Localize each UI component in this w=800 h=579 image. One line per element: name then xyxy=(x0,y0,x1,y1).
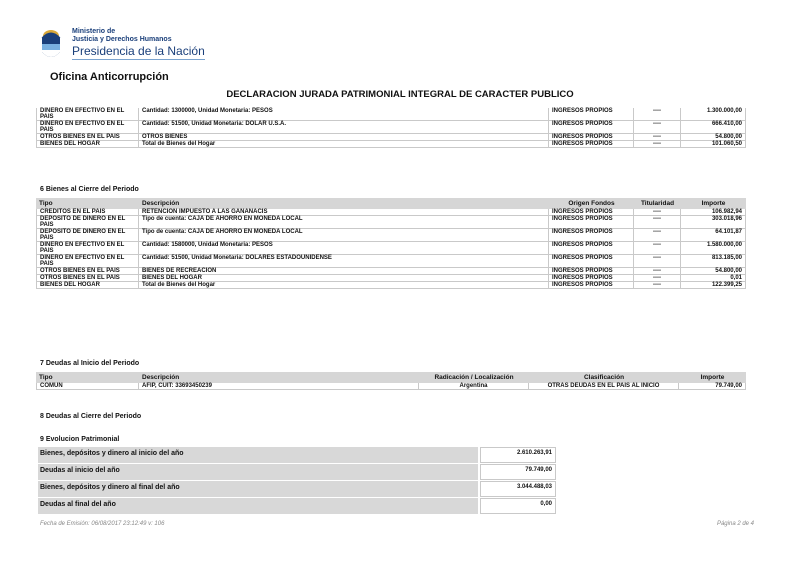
cell-tipo: DINERO EN EFECTIVO EN EL PAIS xyxy=(36,121,139,134)
cell-descripcion: BIENES DEL HOGAR xyxy=(139,275,549,282)
col-descripcion: Descripción xyxy=(139,198,549,209)
section9-heading: 9 Evolucion Patrimonial xyxy=(40,436,120,443)
cell-descripcion: BIENES DE RECREACION xyxy=(139,268,549,275)
cell-tipo: DINERO EN EFECTIVO EN EL PAIS xyxy=(36,255,139,268)
col-radicacion: Radicación / Localización xyxy=(419,372,529,383)
cell-origen: INGRESOS PROPIOS xyxy=(549,108,634,121)
table-row xyxy=(36,229,746,242)
cell-titularidad: ---- xyxy=(634,255,681,268)
cell-descripcion: Tipo de cuenta: CAJA DE AHORRO EN MONEDA LOCAL xyxy=(139,216,549,229)
evolution-label: Deudas al inicio del año xyxy=(38,464,478,480)
cell-tipo: DINERO EN EFECTIVO EN EL PAIS xyxy=(36,242,139,255)
cell-tipo: DINERO EN EFECTIVO EN EL PAIS xyxy=(36,108,139,121)
cell-descripcion: Cantidad: 51500, Unidad Monetaria: DOLARES ESTADOUNIDENSE xyxy=(139,255,549,268)
cell-origen: INGRESOS PROPIOS xyxy=(549,134,634,141)
cell-origen: INGRESOS PROPIOS xyxy=(549,209,634,216)
cell-titularidad: ---- xyxy=(634,282,681,289)
evolution-label: Bienes, depósitos y dinero al inicio del año xyxy=(38,447,478,463)
cell-importe: 54.800,00 xyxy=(681,134,746,141)
col-titularidad: Titularidad xyxy=(634,198,681,209)
cell-titularidad: ---- xyxy=(634,275,681,282)
table-row xyxy=(36,141,746,148)
table-row xyxy=(36,268,746,275)
table-row xyxy=(36,209,746,216)
cell-titularidad: ---- xyxy=(634,141,681,148)
cell-importe: 64.101,87 xyxy=(681,229,746,242)
col-descripcion: Descripción xyxy=(139,372,419,383)
cell-tipo: OTROS BIENES EN EL PAIS xyxy=(36,134,139,141)
cell-origen: INGRESOS PROPIOS xyxy=(549,275,634,282)
cell-tipo: COMUN xyxy=(36,383,139,390)
cell-descripcion: Total de Bienes del Hogar xyxy=(139,141,549,148)
section6-table xyxy=(36,198,746,289)
section6-heading: 6 Bienes al Cierre del Periodo xyxy=(40,186,139,193)
ministry-line1: Ministerio de xyxy=(72,28,116,35)
patrimonial-evolution xyxy=(38,447,556,515)
cell-titularidad: ---- xyxy=(634,242,681,255)
office-title: Oficina Anticorrupción xyxy=(50,71,169,83)
emission-footer: Fecha de Emisión: 06/08/2017 23:12:49 v: 106 xyxy=(40,521,165,527)
cell-titularidad: ---- xyxy=(634,216,681,229)
cell-titularidad: ---- xyxy=(634,108,681,121)
section8-heading: 8 Deudas al Cierre del Periodo xyxy=(40,413,142,420)
col-importe: Importe xyxy=(679,372,746,383)
table-row xyxy=(36,242,746,255)
cell-importe: 101.060,50 xyxy=(681,141,746,148)
cell-descripcion: OTROS BIENES xyxy=(139,134,549,141)
section7-heading: 7 Deudas al Inicio del Periodo xyxy=(40,360,140,367)
cell-tipo: OTROS BIENES EN EL PAIS xyxy=(36,275,139,282)
cell-descripcion: AFIP, CUIT: 33693450239 xyxy=(139,383,419,390)
cell-importe: 1.580.000,00 xyxy=(681,242,746,255)
table-row xyxy=(36,255,746,268)
cell-tipo: DEPOSITO DE DINERO EN EL PAIS xyxy=(36,229,139,242)
cell-radicacion: Argentina xyxy=(419,383,529,390)
table-row xyxy=(36,121,746,134)
col-importe: Importe xyxy=(681,198,746,209)
col-tipo: Tipo xyxy=(36,372,139,383)
cell-importe: 1.300.000,00 xyxy=(681,108,746,121)
cell-titularidad: ---- xyxy=(634,134,681,141)
col-origen: Origen Fondos xyxy=(549,198,634,209)
document-title: DECLARACION JURADA PATRIMONIAL INTEGRAL DE CARACTER PUBLICO xyxy=(226,89,574,100)
cell-tipo: BIENES DEL HOGAR xyxy=(36,141,139,148)
cell-origen: INGRESOS PROPIOS xyxy=(549,229,634,242)
cell-origen: INGRESOS PROPIOS xyxy=(549,242,634,255)
ministry-line2: Justicia y Derechos Humanos xyxy=(72,36,172,43)
cell-importe: 79.749,00 xyxy=(679,383,746,390)
cell-titularidad: ---- xyxy=(634,229,681,242)
evolution-row xyxy=(38,481,556,497)
section7-table xyxy=(36,372,746,390)
ministry-brand xyxy=(72,28,205,60)
page-number: Página 2 de 4 xyxy=(716,521,754,527)
evolution-value: 2.610.263,91 xyxy=(480,447,556,463)
cell-descripcion: Total de Bienes del Hogar xyxy=(139,282,549,289)
top-assets-table xyxy=(36,108,746,148)
cell-origen: INGRESOS PROPIOS xyxy=(549,282,634,289)
cell-titularidad: ---- xyxy=(634,209,681,216)
cell-tipo: CREDITOS EN EL PAIS xyxy=(36,209,139,216)
cell-importe: 813.185,00 xyxy=(681,255,746,268)
cell-descripcion: Tipo de cuenta: CAJA DE AHORRO EN MONEDA LOCAL xyxy=(139,229,549,242)
cell-tipo: OTROS BIENES EN EL PAIS xyxy=(36,268,139,275)
cell-origen: INGRESOS PROPIOS xyxy=(549,141,634,148)
cell-importe: 106.982,94 xyxy=(681,209,746,216)
evolution-label: Deudas al final del año xyxy=(38,498,478,514)
cell-importe: 666.410,00 xyxy=(681,121,746,134)
national-seal-icon xyxy=(38,26,64,62)
evolution-row xyxy=(38,464,556,480)
cell-clasificacion: OTRAS DEUDAS EN EL PAIS AL INICIO xyxy=(529,383,679,390)
cell-tipo: BIENES DEL HOGAR xyxy=(36,282,139,289)
table-row xyxy=(36,216,746,229)
cell-origen: INGRESOS PROPIOS xyxy=(549,255,634,268)
cell-titularidad: ---- xyxy=(634,121,681,134)
table-row xyxy=(36,108,746,121)
cell-tipo: DEPOSITO DE DINERO EN EL PAIS xyxy=(36,216,139,229)
cell-descripcion: Cantidad: 51500, Unidad Monetaria: DOLAR U.S.A. xyxy=(139,121,549,134)
evolution-label: Bienes, depósitos y dinero al final del año xyxy=(38,481,478,497)
cell-importe: 0,01 xyxy=(681,275,746,282)
cell-importe: 303.018,96 xyxy=(681,216,746,229)
table-row xyxy=(36,282,746,289)
cell-origen: INGRESOS PROPIOS xyxy=(549,121,634,134)
presidency-label: Presidencia de la Nación xyxy=(72,44,205,58)
table-row xyxy=(36,275,746,282)
table-row xyxy=(36,383,746,390)
table-row xyxy=(36,134,746,141)
cell-importe: 54.800,00 xyxy=(681,268,746,275)
header xyxy=(38,22,205,66)
evolution-row xyxy=(38,498,556,514)
evolution-value: 79.749,00 xyxy=(480,464,556,480)
evolution-value: 3.044.488,03 xyxy=(480,481,556,497)
cell-origen: INGRESOS PROPIOS xyxy=(549,216,634,229)
cell-descripcion: Cantidad: 1580000, Unidad Monetaria: PESOS xyxy=(139,242,549,255)
col-clasificacion: Clasificación xyxy=(529,372,679,383)
col-tipo: Tipo xyxy=(36,198,139,209)
cell-origen: INGRESOS PROPIOS xyxy=(549,268,634,275)
evolution-row xyxy=(38,447,556,463)
cell-importe: 122.399,25 xyxy=(681,282,746,289)
cell-descripcion: Cantidad: 1300000, Unidad Monetaria: PESOS xyxy=(139,108,549,121)
evolution-value: 0,00 xyxy=(480,498,556,514)
cell-titularidad: ---- xyxy=(634,268,681,275)
cell-descripcion: RETENCION IMPUESTO A LAS GANANACIS xyxy=(139,209,549,216)
